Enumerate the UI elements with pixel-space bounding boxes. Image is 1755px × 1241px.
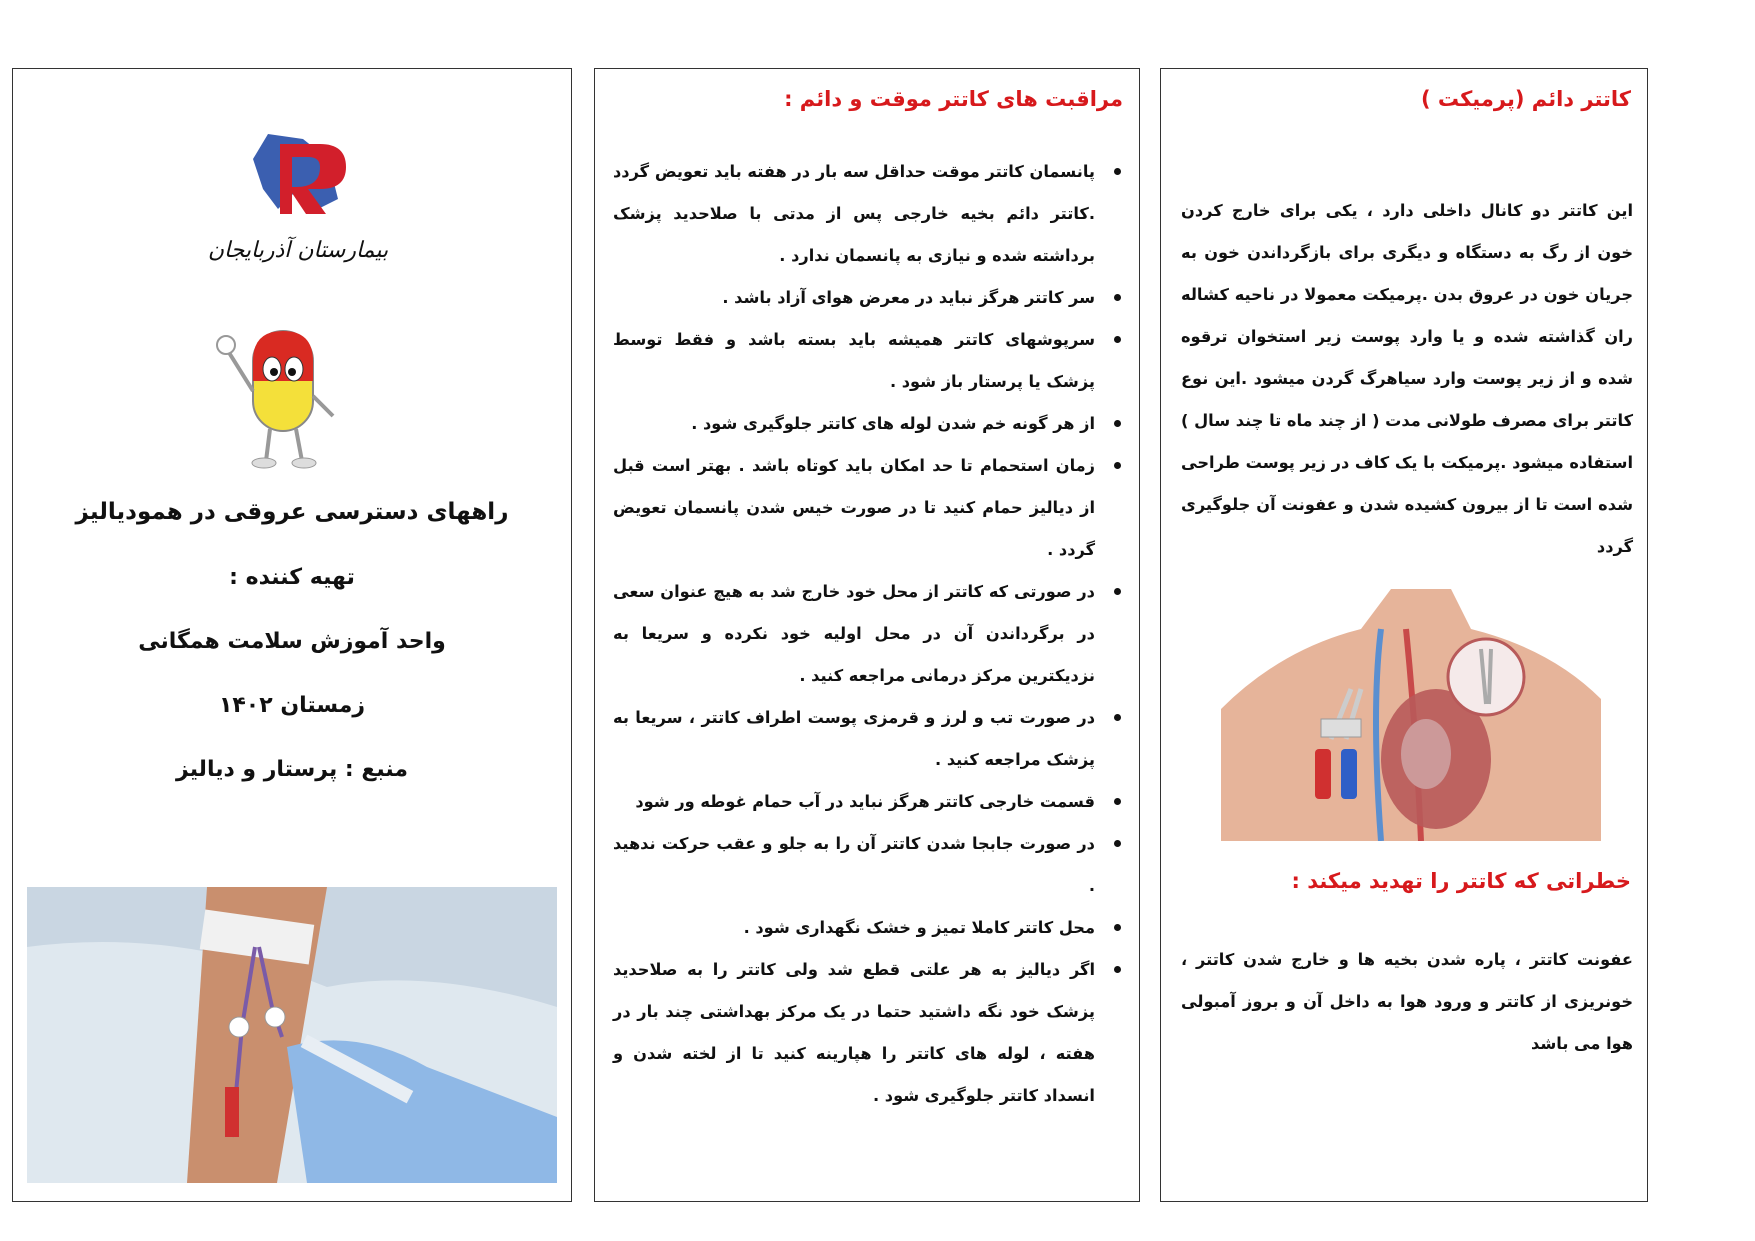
permcath-title: کاتتر دائم (پرمیکت ) — [1420, 87, 1631, 111]
logo-text: بیمارستان آذربایجان — [208, 238, 388, 263]
care-section-title: مراقبت های کاتتر موقت و دائم : — [784, 87, 1123, 111]
care-list-item: در صورت تب و لرز و قرمزی پوست اطراف کاتتر ، سریعا به پزشک مراجعه کنید . — [613, 697, 1095, 781]
care-list-item: محل کاتتر کاملا تمیز و خشک نگهداری شود . — [613, 907, 1095, 949]
threats-title: خطراتی که کاتتر را تهدید میکند : — [1291, 869, 1631, 893]
care-list-item: پانسمان کاتتر موقت حداقل سه بار در هفته باید تعویض گردد .کاتتر دائم بخیه خارجی پس از مدتی با صلاحدید پزشک برداشته شده و نیازی به پانسمان ندارد . — [613, 151, 1095, 277]
prepared-by: واحد آموزش سلامت همگانی — [138, 629, 446, 654]
care-list-item: سرپوشهای کاتتر همیشه باید بسته باشد و فقط توسط پزشک یا پرستار باز شود . — [613, 319, 1095, 403]
care-list-item: سر کاتتر هرگز نباید در معرض هوای آزاد باشد . — [613, 277, 1095, 319]
permcath-chest-illustration — [1221, 589, 1601, 841]
care-list-item: در صورتی که کاتتر از محل خود خارج شد به هیچ عنوان سعی در برگرداندن آن در محل اولیه خود نکرده و سریعا به نزدیکترین مرکز درمانی مراجعه کنید . — [613, 571, 1095, 697]
care-panel — [594, 68, 1140, 1202]
permcath-panel — [1160, 68, 1648, 1202]
care-list-item: اگر دیالیز به هر علتی قطع شد ولی کاتتر را به صلاحدید پزشک خود نگه داشتید حتما در یک مرکز بهداشتی چند بار در هفته ، لوله های کاتتر را هپارینه کنید تا از لخته شدن و انسداد کاتتر جلوگیری شود . — [613, 949, 1095, 1117]
care-list-item: قسمت خارجی کاتتر هرگز نباید در آب حمام غوطه ور شود — [613, 781, 1095, 823]
source-line: منبع : پرستار و دیالیز — [176, 757, 408, 782]
hospital-logo — [208, 129, 388, 269]
care-list — [613, 151, 1125, 1117]
care-list-item: زمان استحمام تا حد امکان باید کوتاه باشد . بهتر است قبل از دیالیز حمام کنید تا در صورت خیس شدن پانسمان تعویض گردد . — [613, 445, 1095, 571]
dialysis-arm-photo — [27, 887, 557, 1183]
permcath-description: این کاتتر دو کانال داخلی دارد ، یکی برای خارج کردن خون از رگ به دستگاه و دیگری برای بازگرداندن خون به جریان خون در عروق بدن .پرمیکت معمولا در ناحیه کشاله ران گذاشته شده و یا وارد پوست زیر استخوان ترقوه شده و از زیر پوست وارد سیاهرگ گردن میشود .این نوع کاتتر برای مصرف طولانی مدت ( از چند ماه تا چند سال ) استفاده میشود .پرمیکت با یک کاف در زیر پوست طراحی شده است تا از بیرون کشیده شدن و عفونت آن جلوگیری گردد — [1181, 201, 1633, 556]
care-list-item: از هر گونه خم شدن لوله های کاتتر جلوگیری شود . — [613, 403, 1095, 445]
care-list-item: در صورت جابجا شدن کاتتر آن را به جلو و عقب حرکت ندهید . — [613, 823, 1095, 907]
capsule-mascot-image — [208, 321, 358, 471]
threats-description: عفونت کاتتر ، پاره شدن بخیه ها و خارج شدن کاتتر ، خونریزی از کاتتر و ورود هوا به داخل آن و بروز آمبولی هوا می باشد — [1181, 950, 1633, 1053]
publication-date: زمستان ۱۴۰۲ — [218, 693, 366, 718]
brochure-title: راههای دسترسی عروقی در همودیالیز — [75, 499, 509, 525]
cover-panel — [12, 68, 572, 1202]
prepared-by-label: تهیه کننده : — [229, 565, 355, 590]
